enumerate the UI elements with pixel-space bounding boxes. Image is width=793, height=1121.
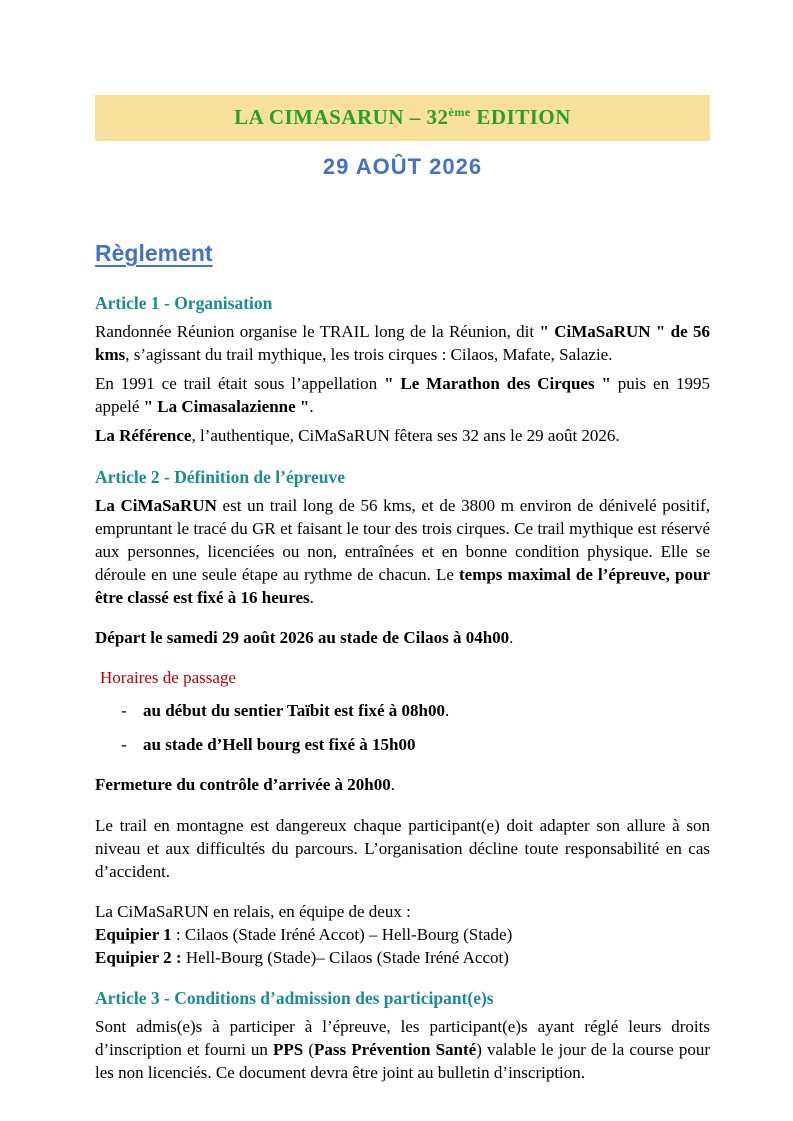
- paragraph: [95, 372, 710, 418]
- list-item-text: [143, 733, 415, 756]
- text-run: La Référence: [95, 426, 192, 446]
- text-run: " Le Marathon des Cirques ": [384, 374, 611, 394]
- text-run: ) valable le jour de la course pour les non licenciés. Ce document devra être joint au bulletin d’inscription.: [95, 1040, 710, 1083]
- paragraph: [95, 626, 710, 649]
- text-run: Fermeture du contrôle d’arrivée à 20h00: [95, 775, 391, 795]
- paragraph: [95, 814, 710, 883]
- event-date: 29 AOÛT 2026: [322, 154, 483, 179]
- text-run: est un trail long de 56 kms, et de 3800 m environ de dénivelé positif, empruntant le tracé du GR et faisant le tour des trois cirques. Ce trail mythique est réservé aux personnes, licenciées ou non, entraînées et en bonne condition physique. Elle se déroule en une seule étape au rythme de chacun. Le: [95, 495, 710, 584]
- relay-line: [95, 923, 710, 946]
- text-run: LA CIMASARUN – 32: [234, 105, 449, 129]
- paragraph: [95, 424, 710, 447]
- relay-line: [95, 946, 710, 969]
- text-run: En 1991 ce trail était sous l’appellation: [95, 374, 385, 394]
- reglement-heading: Règlement: [95, 240, 213, 266]
- text-run: Hell-Bourg (Stade)– Cilaos (Stade Iréné Accot): [181, 948, 509, 968]
- text-run: .: [309, 397, 314, 417]
- dash-marker: -: [121, 701, 127, 721]
- article-heading: Article 2 - Définition de l’épreuve: [95, 466, 345, 487]
- list-item: [95, 699, 710, 722]
- text-run: : Cilaos (Stade Iréné Accot) – Hell-Bourg (Stade): [171, 924, 513, 944]
- text-run: (: [303, 1040, 314, 1060]
- dash-list: [95, 699, 710, 756]
- text-run: au stade d’Hell bourg est fixé à 15h00: [143, 735, 416, 755]
- text-run: " La Cimasalazienne ": [143, 397, 310, 417]
- paragraph: [95, 1015, 710, 1084]
- text-run: Sont admis(e)s à participer à l’épreuve, les participant(e)s ayant réglé leurs droits d’inscription et fourni un: [95, 1017, 710, 1060]
- text-run: Randonnée Réunion organise le TRAIL long de la Réunion, dit: [95, 322, 540, 341]
- text-run: La CiMaSaRUN en relais, en équipe de deux :: [95, 901, 411, 921]
- text-run: .: [444, 701, 450, 721]
- text-run: au début du sentier Taïbit est fixé à 08h00: [143, 701, 445, 721]
- relay-line: [95, 900, 710, 923]
- text-run: Equipier 1: [95, 924, 172, 944]
- relay-block: [95, 900, 710, 969]
- text-run: .: [509, 628, 514, 648]
- text-run: La CiMaSaRUN: [95, 495, 217, 515]
- text-run: Equipier 2 :: [95, 948, 182, 968]
- list-item-text: [143, 699, 449, 722]
- text-run: ème: [448, 105, 471, 119]
- text-run: temps maximal de l’épreuve, pour être classé est fixé à 16 heures: [95, 564, 710, 607]
- text-run: .: [390, 775, 395, 795]
- text-run: Le trail en montagne est dangereux chaque participant(e) doit adapter son allure à son niveau et aux difficultés du parcours. L’organisation décline toute responsabilité en cas d’accident.: [95, 815, 710, 881]
- text-run: Départ le samedi 29 août 2026 au stade de Cilaos à 04h00: [95, 628, 510, 648]
- paragraph: [95, 773, 710, 796]
- text-run: PPS: [273, 1040, 304, 1060]
- paragraph: [95, 494, 710, 610]
- red-note: Horaires de passage: [100, 668, 236, 688]
- text-run: .: [309, 587, 314, 607]
- dash-marker: -: [121, 735, 127, 755]
- list-item: [95, 733, 710, 756]
- paragraph: [95, 320, 710, 366]
- text-run: , l’authentique, CiMaSaRUN fêtera ses 32 ans le 29 août 2026.: [191, 426, 620, 446]
- event-title: [234, 105, 571, 129]
- text-run: puis en 1995 appelé: [95, 374, 710, 417]
- article-heading: Article 3 - Conditions d’admission des participant(e)s: [95, 988, 494, 1009]
- text-run: , s’agissant du trail mythique, les trois cirques : Cilaos, Mafate, Salazie.: [125, 345, 613, 365]
- article-heading: Article 1 - Organisation: [95, 293, 273, 313]
- text-run: " CiMaSaRUN " de 56 kms: [95, 322, 710, 365]
- title-banner: [95, 95, 710, 141]
- text-run: Pass Prévention Santé: [314, 1040, 477, 1060]
- document-body: [95, 293, 710, 1085]
- text-run: EDITION: [470, 105, 571, 129]
